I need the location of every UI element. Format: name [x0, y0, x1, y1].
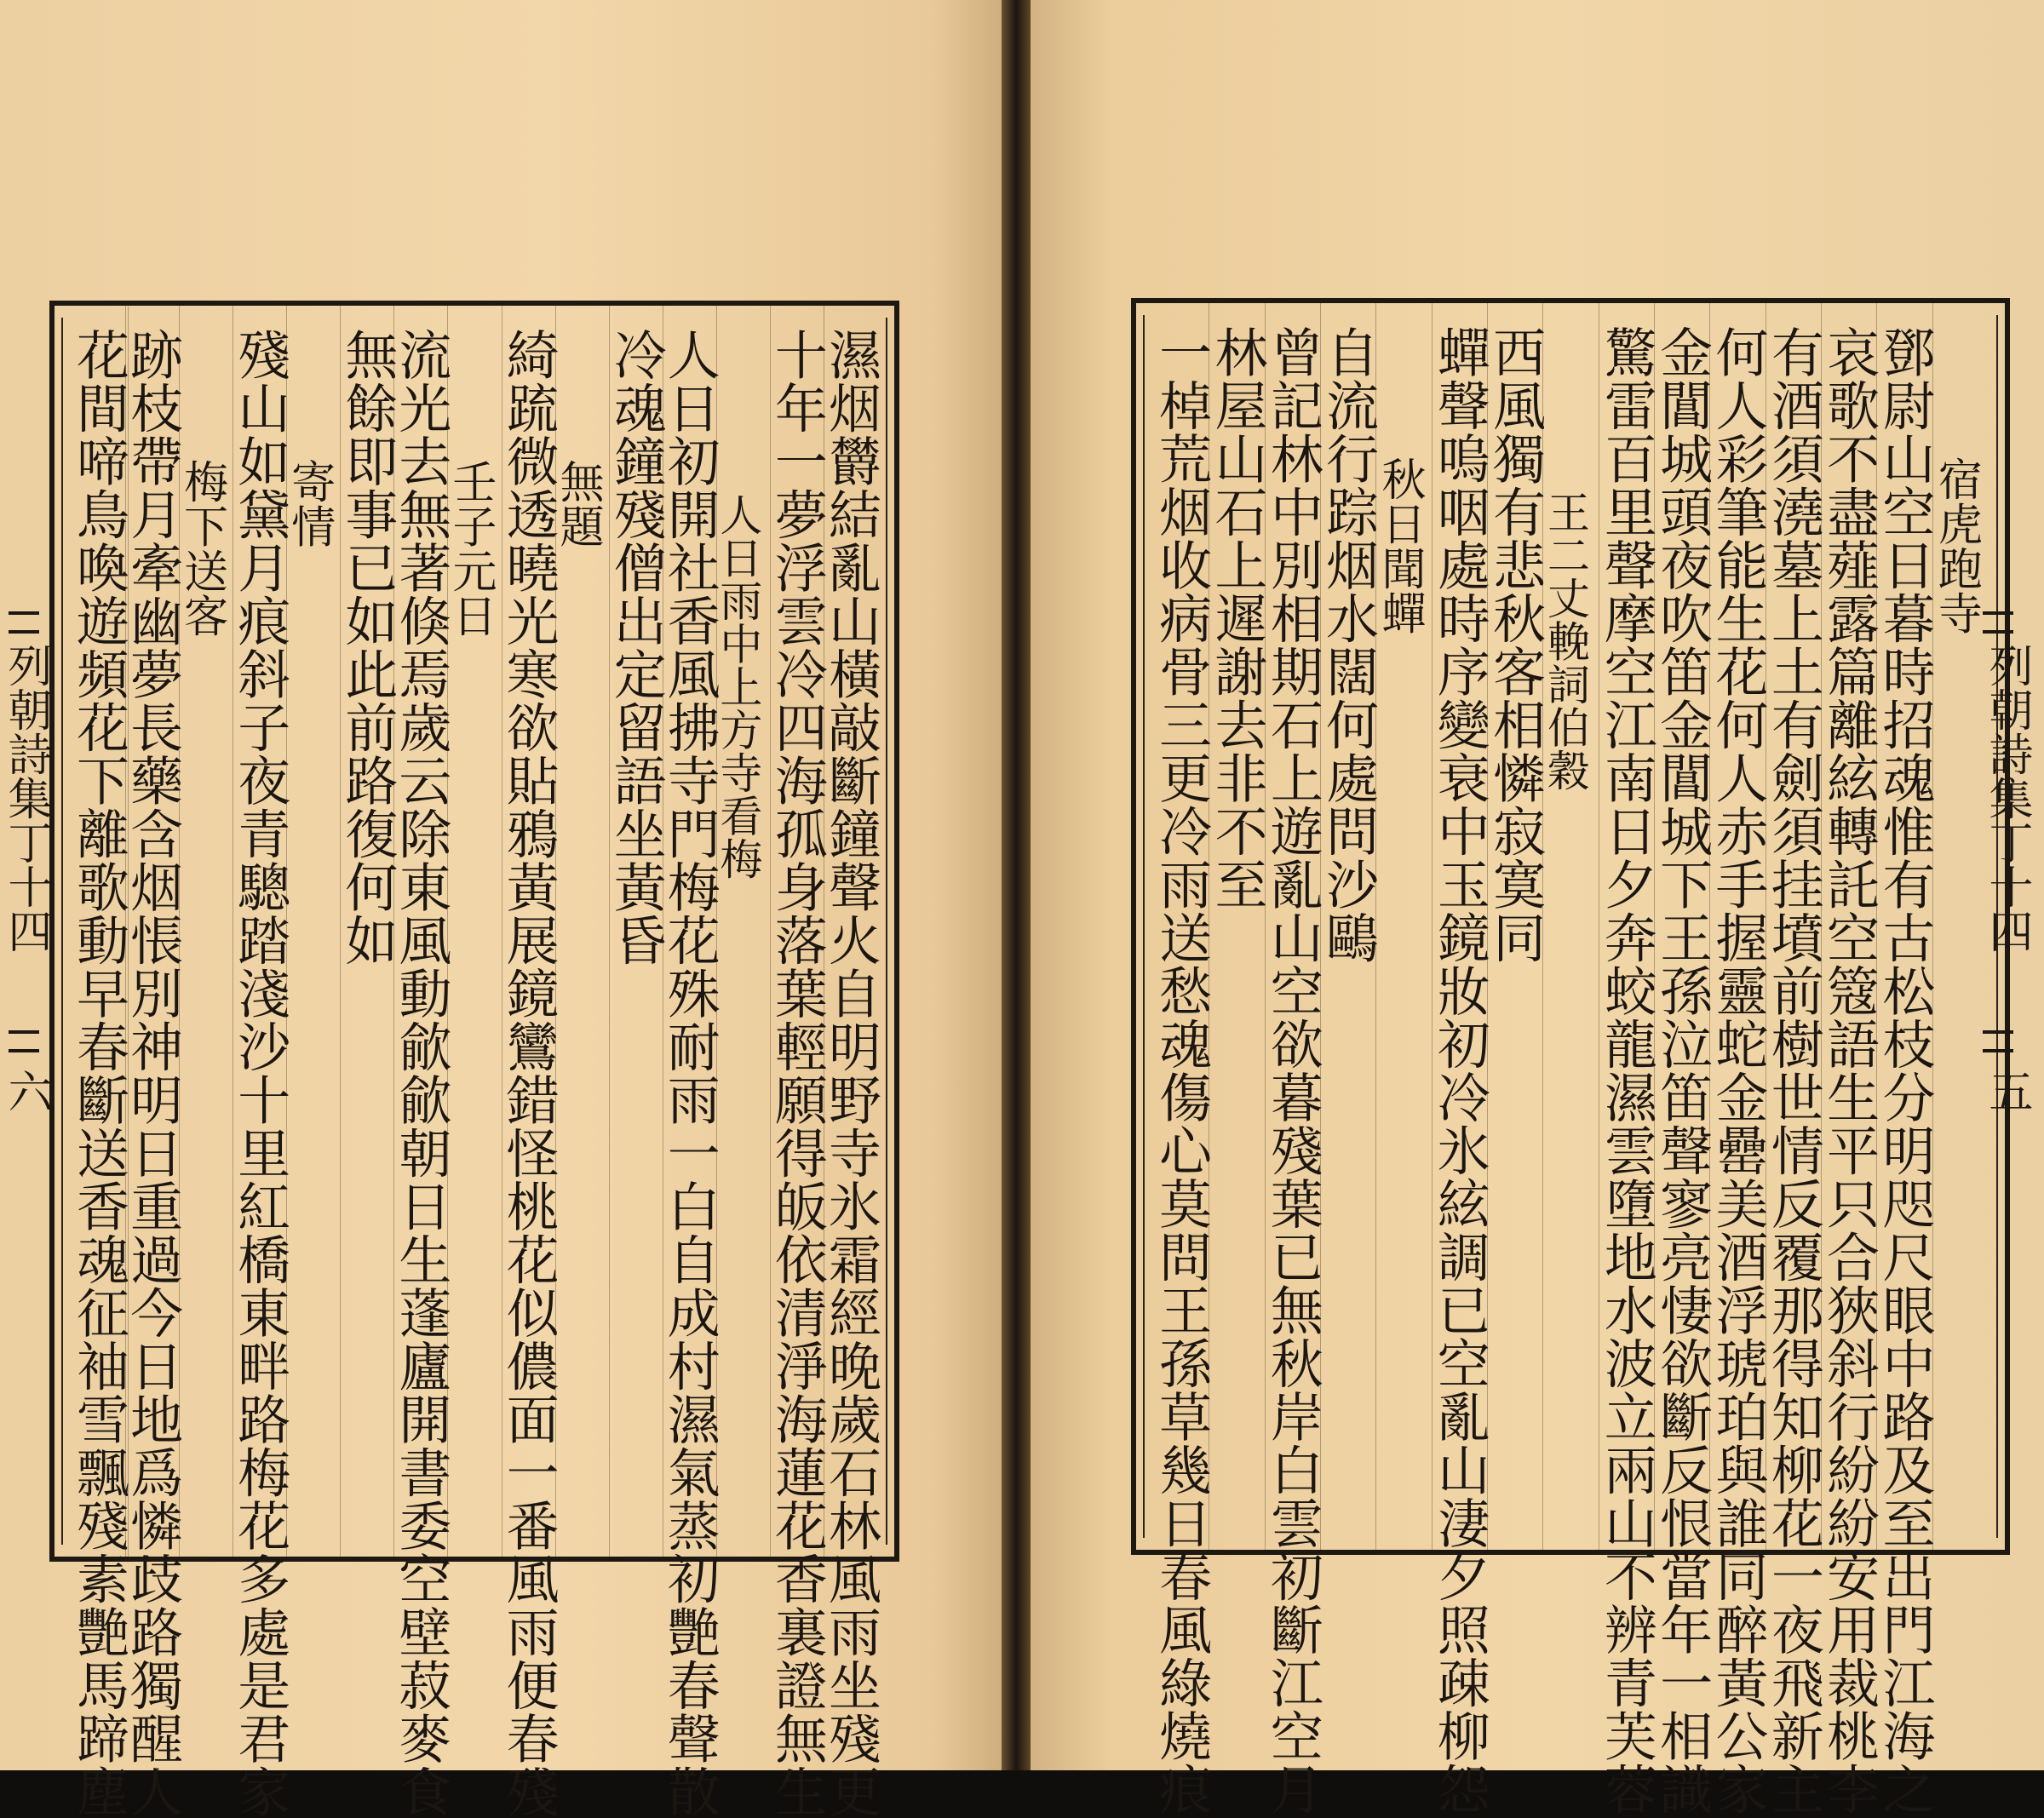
left-book-title-banner: 列朝詩集丁十四 — [0, 643, 51, 953]
column-rule — [1654, 303, 1655, 1550]
right-fold-mark-bottom — [1983, 1030, 2013, 1052]
column-rule — [1709, 303, 1710, 1550]
text-column: 西風獨有悲秋客相憐寂寞同 — [1484, 325, 1547, 964]
text-column: 王二丈輓詞伯穀 — [1541, 490, 1590, 792]
text-column: 曾記林中別相期石上遊亂山空欲暮殘葉已無秋岸白雲初斷江空月 — [1261, 325, 1324, 1815]
text-column: 梅下送客 — [175, 459, 227, 638]
text-column: 驚雷百里聲摩空江南日夕奔蛟龍濕雲墮地水波立兩山不辨青芙蓉 — [1595, 325, 1658, 1815]
text-column: 十年一夢浮雲冷四海孤身落葉輕願得皈依清淨海蓮花香裏證無生 — [766, 328, 829, 1818]
column-rule — [1821, 303, 1822, 1550]
column-rule — [1265, 303, 1266, 1550]
column-rule — [1876, 303, 1877, 1550]
text-column: 綺䟽微透曉光寒欲貼鴉黃展鏡鸞錯怪桃花似儂面一番風雨便春殘 — [497, 328, 560, 1818]
text-column: 壬子元日 — [445, 459, 496, 638]
column-rule — [447, 306, 448, 1557]
text-column: 有酒須澆墓上土有劍須挂墳前樹世情反覆那得知柳花一夜飛新主 — [1762, 325, 1825, 1815]
text-column: 宿虎跑寺 — [1930, 456, 1982, 635]
column-rule — [1320, 303, 1321, 1550]
left-page-frame — [49, 301, 899, 1818]
right-page-frame — [1131, 298, 2010, 1815]
text-column: 金閶城頭夜吹笛金閶城下王孫泣笛聲寥亮悽欲斷反恨當年一相識 — [1651, 325, 1714, 1815]
text-column: 鄧尉山空日暮時招魂惟有古松枝分明咫尺眼中路及至出門江海之 — [1874, 325, 1936, 1815]
text-column: 流光去無著倏焉歲云除東風動歈歈朝日生蓬廬開書委空壁菽麥食 — [389, 328, 452, 1818]
text-column: 自流行踪烟水闊何處問沙鷗 — [1317, 325, 1380, 964]
right-page — [1031, 0, 2044, 1815]
text-column: 濕烟欝結亂山橫敲斷鐘聲火自明野寺氷霜經晚歲石林風雨坐殘更 — [819, 328, 882, 1818]
right-book-title-banner: 列朝詩集丁十四 — [1981, 643, 2032, 953]
text-column: 何人彩筆能生花何人赤手握靈蛇金罍美酒浮琥珀與誰同醉黃公家 — [1707, 325, 1769, 1815]
fold-mark-bottom — [9, 1030, 39, 1052]
column-rule — [1375, 303, 1376, 1550]
right-folio: 五 — [1981, 1069, 2032, 1113]
right-fold-mark-top — [1983, 611, 2013, 634]
column-rule — [1487, 303, 1488, 1550]
text-column: 跡枝帶月牽幽夢長藥含烟悵別神明日重過今日地爲憐歧路獨醒人 — [121, 328, 184, 1818]
column-rule — [125, 306, 126, 1557]
text-column: 冷魂鐘殘僧出定留語坐黃昏 — [605, 328, 668, 966]
column-rule — [1932, 303, 1933, 1550]
column-rule — [286, 306, 287, 1557]
left-folio: 六 — [0, 1069, 51, 1113]
left-page — [0, 0, 1002, 1818]
text-column: 寄情 — [283, 459, 335, 548]
column-rule — [1432, 303, 1433, 1550]
left-frame-inner-rule-right — [886, 318, 887, 1545]
text-column: 林屋山石上遲謝去非不至 — [1206, 325, 1268, 911]
text-column: 無餘即事已如此前路復何如 — [336, 328, 399, 966]
column-rule — [555, 306, 556, 1557]
column-rule — [609, 306, 610, 1557]
column-rule — [179, 306, 180, 1557]
text-column: 蟬聲嗚咽處時序變衰中玉鏡妝初冷氷絃調已空亂山淒夕照疎柳怨 — [1428, 325, 1491, 1815]
text-column: 花間啼鳥喚遊頻花下離歌動早春斷送香魂征袖雪飄殘素艷馬蹄塵 — [67, 328, 130, 1818]
column-rule — [770, 306, 771, 1557]
text-column: 一棹荒烟收病骨三更冷雨送愁魂傷心莫問王孫草幾日春風綠燒痕 — [1150, 325, 1213, 1815]
column-rule — [393, 306, 394, 1557]
column-rule — [1542, 303, 1543, 1550]
text-column: 人日雨中上方寺看梅 — [713, 493, 763, 880]
column-rule — [716, 306, 717, 1557]
left-frame-inner-rule-left — [61, 318, 63, 1545]
text-column: 秋日聞蟬 — [1374, 456, 1425, 635]
book-gutter — [1002, 0, 1031, 1770]
text-column: 哀歌不盡薤露篇離絃轉託空簆語生平只合狹斜行紛紛安用裁桃李 — [1817, 325, 1880, 1815]
text-column: 人日初開社香風拂寺門梅花殊耐雨一白自成村濕氣蒸初艷春聲散 — [658, 328, 721, 1818]
left-margin-rule — [128, 307, 129, 1558]
fold-mark-top — [9, 611, 39, 634]
text-column: 無題 — [552, 459, 604, 548]
text-column: 殘山如黛月痕斜子夜青驄踏淺沙十里紅橋東畔路梅花多處是君家 — [228, 328, 291, 1818]
column-rule — [340, 306, 341, 1557]
right-frame-inner-rule-left — [1143, 315, 1145, 1538]
